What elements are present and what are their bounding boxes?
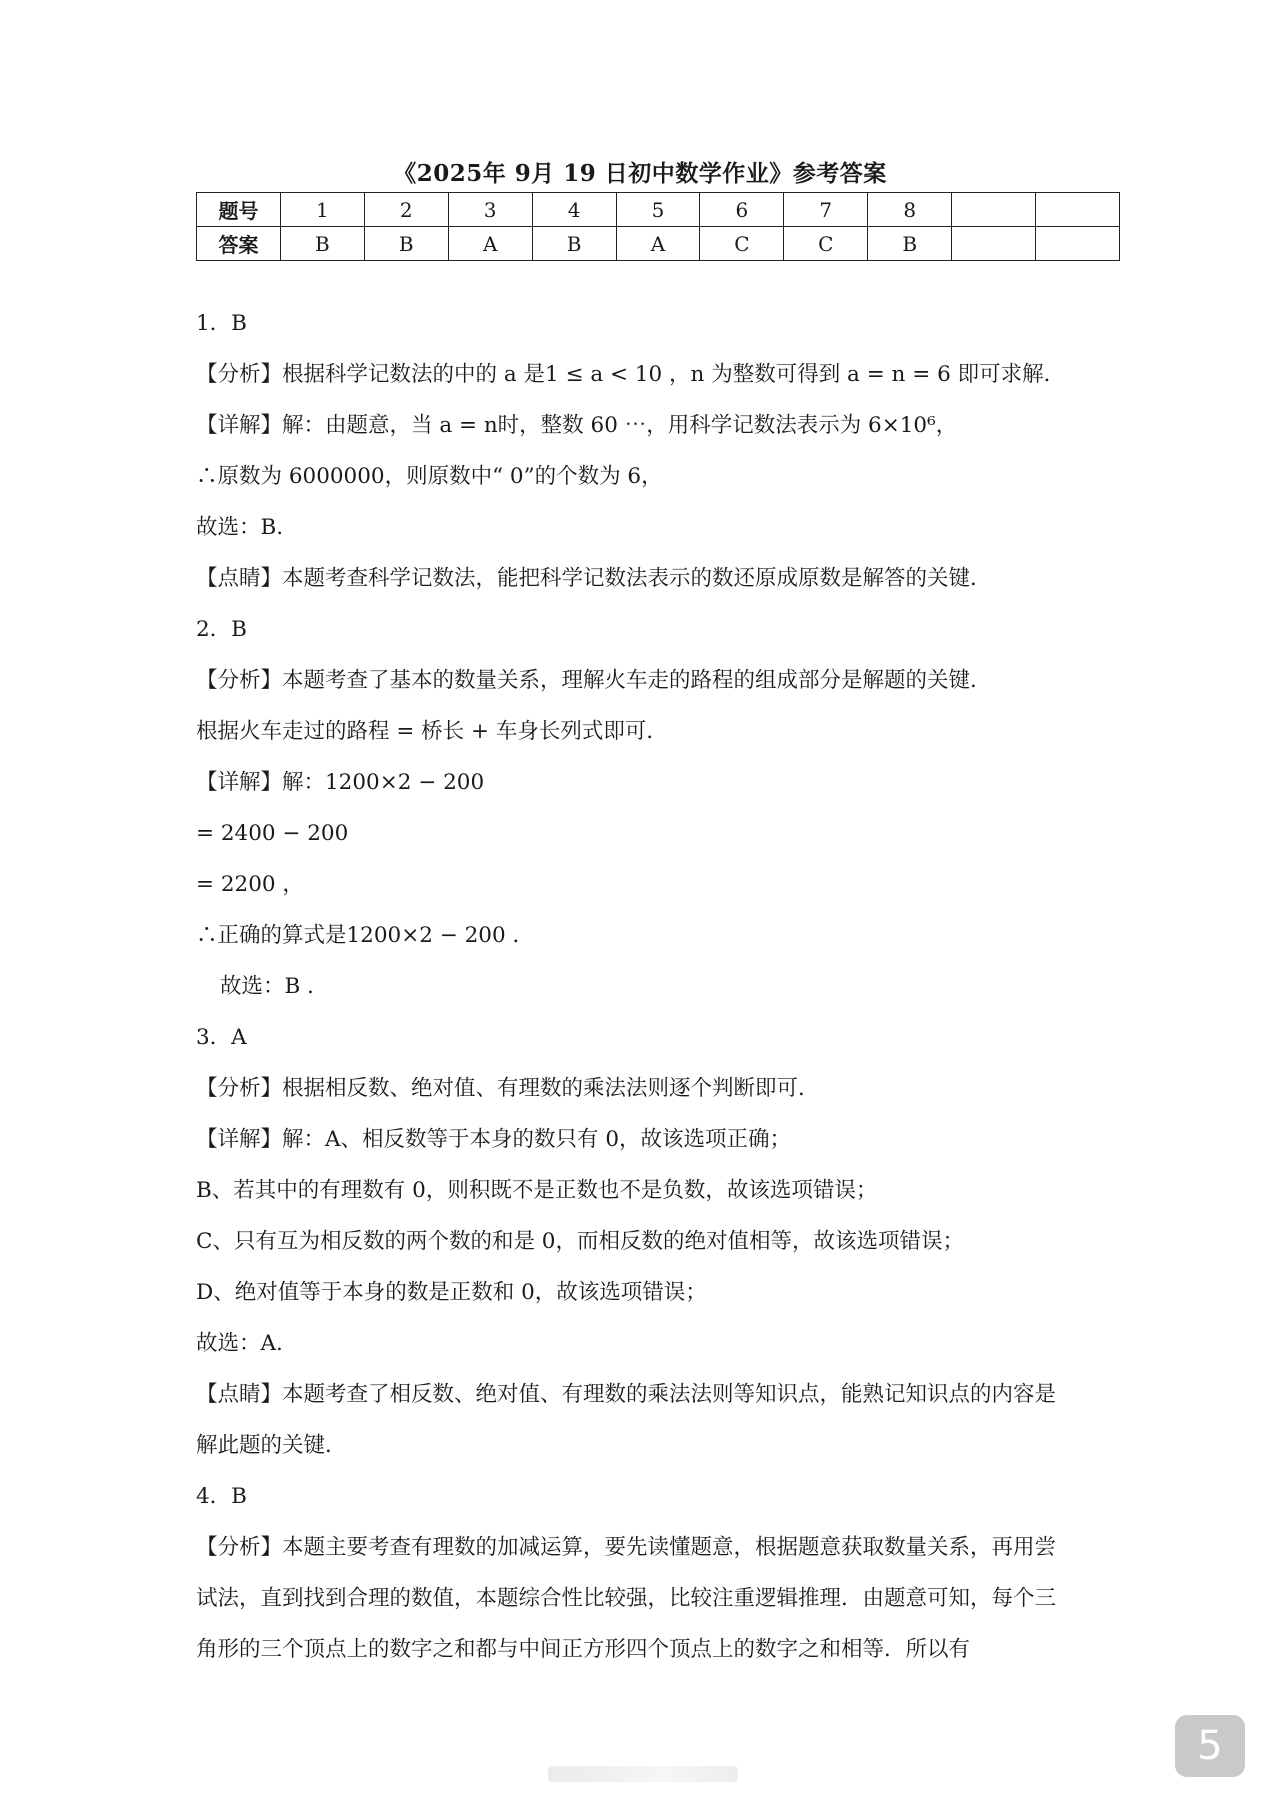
analysis-line: 【分析】根据相反数、绝对值、有理数的乘法法则逐个判断即可． <box>196 1076 820 1101</box>
answer-cell: B <box>532 227 616 261</box>
detail-line: ∴正确的算式是1200×2 − 200 ． <box>196 923 534 948</box>
detail-line: ∴原数为 6000000，则原数中“ 0”的个数为 6， <box>196 464 663 489</box>
answer-cell: A <box>448 227 532 261</box>
analysis-line: 根据火车走过的路程 = 桥长 + 车身长列式即可． <box>196 719 668 744</box>
detail-line: 【详解】解：由题意，当 a = n时，整数 60 ⋯，用科学记数法表示为 6×10⁶， <box>196 413 958 438</box>
answer-explanations <box>196 298 1106 1675</box>
question-number-cell: 8 <box>868 193 952 227</box>
watermark <box>548 1766 738 1782</box>
question-number-cell: 6 <box>700 193 784 227</box>
question-number-row <box>197 193 1120 227</box>
analysis-line: 试法，直到找到合理的数值，本题综合性比较强，比较注重逻辑推理．由题意可知，每个三 <box>196 1586 1057 1611</box>
detail-line: C、只有互为相反数的两个数的和是 0，而相反数的绝对值相等，故该选项错误； <box>196 1229 964 1254</box>
question-number-cell: 4 <box>532 193 616 227</box>
row-label-number: 题号 <box>197 193 281 227</box>
detail-line: D、绝对值等于本身的数是正数和 0，故该选项错误； <box>196 1280 707 1305</box>
comment-line: 解此题的关键． <box>196 1433 347 1458</box>
question-number-cell: 5 <box>616 193 700 227</box>
detail-line: B、若其中的有理数有 0，则积既不是正数也不是负数，故该选项错误； <box>196 1178 878 1203</box>
choice-line: 故选：B ． <box>220 974 329 999</box>
question-heading: 1．B <box>196 311 247 336</box>
question-number-cell <box>952 193 1036 227</box>
question-number-cell: 1 <box>280 193 364 227</box>
answer-cell: B <box>280 227 364 261</box>
question-number-cell <box>1036 193 1120 227</box>
detail-line: = 2200 ， <box>196 872 304 897</box>
question-heading: 2．B <box>196 617 247 642</box>
page-number-badge: 5 <box>1175 1715 1245 1777</box>
detail-line: = 2400 − 200 <box>196 821 349 846</box>
analysis-line: 【分析】本题考查了基本的数量关系，理解火车走的路程的组成部分是解题的关键． <box>196 668 992 693</box>
analysis-line: 【分析】根据科学记数法的中的 a 是1 ≤ a < 10 ，n 为整数可得到 a = n = 6 即可求解． <box>196 362 1066 387</box>
answer-cell: C <box>700 227 784 261</box>
answer-cell: A <box>616 227 700 261</box>
answer-row <box>197 227 1120 261</box>
answer-cell <box>1036 227 1120 261</box>
question-number-cell: 2 <box>364 193 448 227</box>
analysis-line: 【分析】本题主要考查有理数的加减运算，要先读懂题意，根据题意获取数量关系，再用尝 <box>196 1535 1057 1560</box>
page-title: 《2025年 9月 19 日初中数学作业》参考答案 <box>393 160 887 187</box>
answer-cell: B <box>868 227 952 261</box>
comment-line: 【点睛】本题考查了相反数、绝对值、有理数的乘法法则等知识点，能熟记知识点的内容是 <box>196 1382 1057 1407</box>
answer-table <box>196 192 1120 261</box>
question-number-cell: 7 <box>784 193 868 227</box>
question-number-cell: 3 <box>448 193 532 227</box>
answer-cell <box>952 227 1036 261</box>
row-label-answer: 答案 <box>197 227 281 261</box>
choice-line: 故选：A. <box>196 1331 283 1356</box>
answer-cell: B <box>364 227 448 261</box>
question-heading: 4．B <box>196 1484 247 1509</box>
question-heading: 3．A <box>196 1025 247 1050</box>
detail-line: 【详解】解：1200×2 − 200 <box>196 770 485 795</box>
analysis-line: 角形的三个顶点上的数字之和都与中间正方形四个顶点上的数字之和相等．所以有 <box>196 1637 971 1662</box>
comment-line: 【点睛】本题考查科学记数法，能把科学记数法表示的数还原成原数是解答的关键． <box>196 566 992 591</box>
answer-cell: C <box>784 227 868 261</box>
detail-line: 【详解】解：A、相反数等于本身的数只有 0，故该选项正确； <box>196 1127 792 1152</box>
choice-line: 故选：B. <box>196 515 284 540</box>
